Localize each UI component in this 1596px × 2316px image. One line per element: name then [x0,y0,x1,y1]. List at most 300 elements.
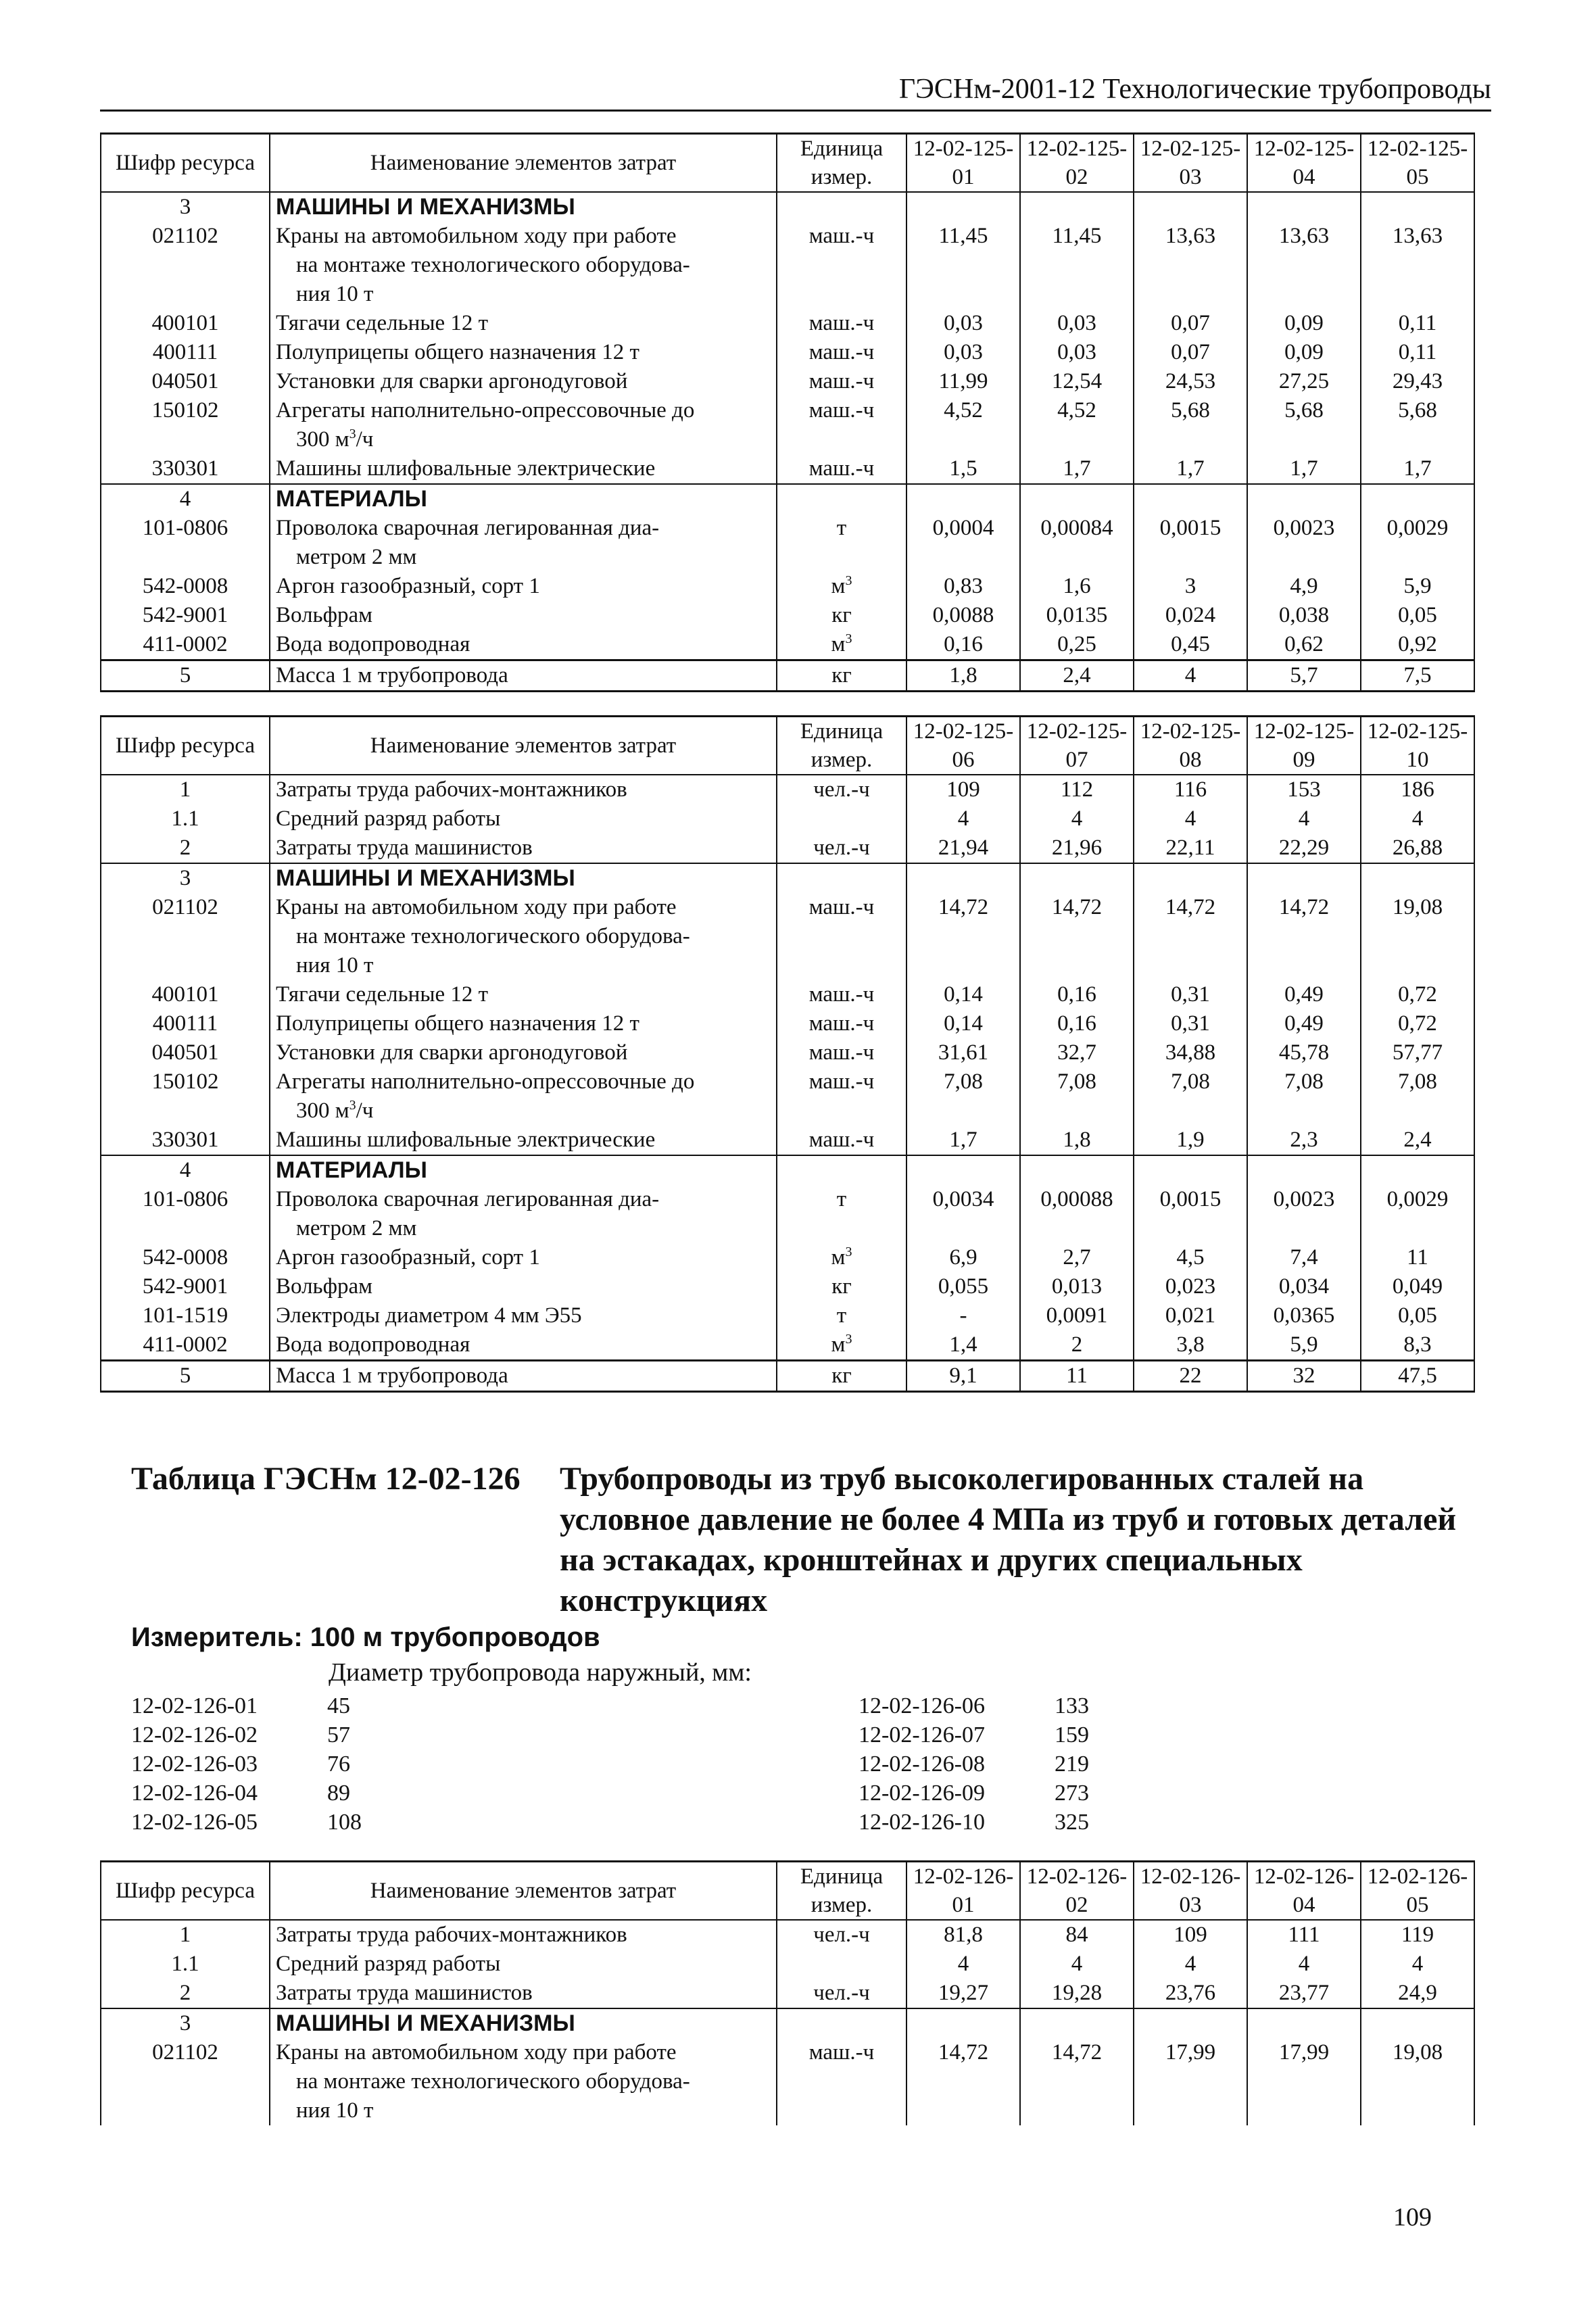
unit: маш.-ч [777,1009,906,1038]
resource-code: 150102 [101,1067,270,1126]
value-cell: 0,92 [1361,630,1474,660]
value-cell: 111 [1247,1920,1361,1950]
table-row [101,222,1474,309]
unit: $м^3$ [777,1243,906,1272]
section-title: МАТЕРИАЛЫ [270,484,777,514]
value-cell: 1,7 [1247,454,1361,484]
resource-code: 400101 [101,309,270,338]
value-cell: 4 [1247,1950,1361,1979]
value-cell: 81,8 [906,1920,1020,1950]
unit: чел.-ч [777,1979,906,2008]
resource-code: 542-0008 [101,572,270,601]
resource-code: 1 [101,775,270,804]
value-cell: 4 [1134,1950,1247,1979]
resource-name: Краны на автомобильном ходу при работе на монтаже технологического оборудова- ния 10 т [270,222,777,309]
value-cell: 22,29 [1247,834,1361,863]
resource-code: 400111 [101,338,270,367]
unit: маш.-ч [777,396,906,454]
resource-code: 101-1519 [101,1301,270,1330]
value-cell: 5,9 [1361,572,1474,601]
unit: кг [777,1361,906,1392]
resource-name: Тягачи седельные 12 т [270,309,777,338]
unit: кг [777,1272,906,1301]
col-unit-header: Единица измер. [777,717,906,775]
resource-code: 411-0002 [101,630,270,660]
table-row [101,1185,1474,1243]
value-cell: 1,8 [906,660,1020,692]
header-row [101,134,1474,193]
value-cell: 0,05 [1361,1301,1474,1330]
value-cell: 0,00084 [1020,514,1134,572]
value-cell: 4,9 [1247,572,1361,601]
col-norm-header: 12-02-125-05 [1361,134,1474,193]
table-row [101,1272,1474,1301]
value-cell: 0,03 [1020,338,1134,367]
unit: т [777,1185,906,1243]
header-row [101,1862,1474,1921]
value-cell: 4 [1361,804,1474,834]
value-cell: 0,0135 [1020,601,1134,630]
resource-name: Машины шлифовальные электрические [270,1126,777,1155]
resource-code: 101-0806 [101,1185,270,1243]
value-cell: 11,45 [906,222,1020,309]
unit: кг [777,660,906,692]
unit: т [777,1301,906,1330]
resource-code: 021102 [101,222,270,309]
running-header: ГЭСНм-2001-12 Технологические трубопроводы [100,73,1491,112]
unit: т [777,514,906,572]
resource-code: 1.1 [101,1950,270,1979]
value-cell: 11 [1361,1243,1474,1272]
value-cell: 1,7 [906,1126,1020,1155]
value-cell: 7,08 [1134,1067,1247,1126]
table-row [101,454,1474,484]
resource-name: Проволока сварочная легированная диа- метром 2 мм [270,514,777,572]
resource-code: 021102 [101,893,270,980]
value-cell: 0,0088 [906,601,1020,630]
list-item: 12-02-126-02 57 [131,1722,350,1747]
section-title: МАШИНЫ И МЕХАНИЗМЫ [270,863,777,893]
unit: маш.-ч [777,367,906,396]
value-cell: 4 [1361,1950,1474,1979]
table-row [101,1126,1474,1155]
col-name-header: Наименование элементов затрат [270,1862,777,1921]
col-norm-header: 12-02-125-03 [1134,134,1247,193]
section-title: МАШИНЫ И МЕХАНИЗМЫ [270,192,777,222]
resource-code: 411-0002 [101,1330,270,1361]
value-cell: 109 [906,775,1020,804]
resource-code: 040501 [101,1038,270,1067]
value-cell: 19,08 [1361,893,1474,980]
value-cell: 1,8 [1020,1126,1134,1155]
value-cell: 22,11 [1134,834,1247,863]
value-cell: 0,024 [1134,601,1247,630]
value-cell: 0,09 [1247,338,1361,367]
value-cell: 0,0015 [1134,514,1247,572]
value-cell: 0,07 [1134,338,1247,367]
value-cell: 0,49 [1247,1009,1361,1038]
value-cell: 4,5 [1134,1243,1247,1272]
table-row [101,1009,1474,1038]
col-norm-header: 12-02-125-04 [1247,134,1361,193]
unit: маш.-ч [777,454,906,484]
unit: $м^3$ [777,630,906,660]
resource-name: Проволока сварочная легированная диа- метром 2 мм [270,1185,777,1243]
value-cell: 32,7 [1020,1038,1134,1067]
col-norm-header: 12-02-126-03 [1134,1862,1247,1921]
unit [777,804,906,834]
resource-name: Затраты труда машинистов [270,834,777,863]
table-row [101,309,1474,338]
resource-code: 1 [101,1920,270,1950]
list-item: 12-02-126-01 45 [131,1693,350,1718]
resource-code: 2 [101,1979,270,2008]
table-row [101,1243,1474,1272]
value-cell: 34,88 [1134,1038,1247,1067]
value-cell: 0,023 [1134,1272,1247,1301]
col-code-header: Шифр ресурса [101,717,270,775]
value-cell: 5,68 [1361,396,1474,454]
value-cell: 0,034 [1247,1272,1361,1301]
value-cell: 14,72 [906,2038,1020,2125]
unit: $м^3$ [777,1330,906,1361]
value-cell: 119 [1361,1920,1474,1950]
value-cell: 0,72 [1361,1009,1474,1038]
value-cell: 4 [1134,660,1247,692]
value-cell: 7,08 [1247,1067,1361,1126]
value-cell: 0,0004 [906,514,1020,572]
value-cell: 29,43 [1361,367,1474,396]
unit: маш.-ч [777,980,906,1009]
col-norm-header: 12-02-126-01 [906,1862,1020,1921]
value-cell: 0,0015 [1134,1185,1247,1243]
value-cell: 0,013 [1020,1272,1134,1301]
value-cell: 3,8 [1134,1330,1247,1361]
value-cell: 2,4 [1020,660,1134,692]
list-item: 12-02-126-09 273 [859,1781,1089,1806]
col-unit-header: Единица измер. [777,134,906,193]
section-title: МАТЕРИАЛЫ [270,1155,777,1185]
table-row [101,338,1474,367]
resource-name: Вода водопроводная [270,1330,777,1361]
list-item: 12-02-126-08 219 [859,1752,1089,1777]
col-name-header: Наименование элементов затрат [270,134,777,193]
table-row [101,1067,1474,1126]
unit: маш.-ч [777,893,906,980]
value-cell: 0,16 [1020,1009,1134,1038]
resource-name: Полуприцепы общего назначения 12 т [270,1009,777,1038]
value-cell: 13,63 [1361,222,1474,309]
value-cell: 0,72 [1361,980,1474,1009]
col-norm-header: 12-02-125-10 [1361,717,1474,775]
value-cell: - [906,1301,1020,1330]
resource-name: Тягачи седельные 12 т [270,980,777,1009]
resource-code: 5 [101,1361,270,1392]
diameter-caption: Диаметр трубопровода наружный, мм: [329,1658,752,1687]
value-cell: 13,63 [1247,222,1361,309]
value-cell: 0,021 [1134,1301,1247,1330]
resource-name: Затраты труда машинистов [270,1979,777,2008]
resource-code: 400101 [101,980,270,1009]
value-cell: 0,16 [1020,980,1134,1009]
value-cell: 21,96 [1020,834,1134,863]
value-cell: 112 [1020,775,1134,804]
section-code: 4 [101,1155,270,1185]
table-row [101,514,1474,572]
unit: маш.-ч [777,1038,906,1067]
value-cell: 0,25 [1020,630,1134,660]
table-row-total [101,660,1474,692]
measure-unit: Измеритель: 100 м трубопроводов [131,1622,600,1652]
unit: маш.-ч [777,1067,906,1126]
resource-name: Электроды диаметром 4 мм Э55 [270,1301,777,1330]
resource-code: 542-9001 [101,1272,270,1301]
page-number: 109 [1393,2203,1432,2231]
value-cell: 4,52 [906,396,1020,454]
value-cell: 3 [1134,572,1247,601]
resource-name: Агрегаты наполнительно-опрессовочные до 300 $м^3/ч$ [270,1067,777,1126]
resource-table-126-01-05 [100,1860,1475,2125]
value-cell: 1,7 [1134,454,1247,484]
unit: маш.-ч [777,222,906,309]
value-cell: 7,08 [1020,1067,1134,1126]
value-cell: 57,77 [1361,1038,1474,1067]
value-cell: 5,7 [1247,660,1361,692]
table-row [101,601,1474,630]
value-cell: 0,45 [1134,630,1247,660]
value-cell: 0,0023 [1247,514,1361,572]
resource-code: 2 [101,834,270,863]
resource-name: Вольфрам [270,601,777,630]
value-cell: 5,68 [1134,396,1247,454]
value-cell: 0,0023 [1247,1185,1361,1243]
value-cell: 11,45 [1020,222,1134,309]
header-row [101,717,1474,775]
table-row-total [101,1361,1474,1392]
value-cell: 2,4 [1361,1126,1474,1155]
value-cell: 1,5 [906,454,1020,484]
value-cell: 11,99 [906,367,1020,396]
value-cell: 0,05 [1361,601,1474,630]
resource-name: Масса 1 м трубопровода [270,660,777,692]
col-norm-header: 12-02-125-09 [1247,717,1361,775]
col-norm-header: 12-02-125-07 [1020,717,1134,775]
resource-code: 021102 [101,2038,270,2125]
table-row [101,572,1474,601]
value-cell: 47,5 [1361,1361,1474,1392]
section-code: 3 [101,863,270,893]
value-cell: 14,72 [1020,2038,1134,2125]
value-cell: 26,88 [1361,834,1474,863]
resource-code: 5 [101,660,270,692]
value-cell: 11 [1020,1361,1134,1392]
value-cell: 1,6 [1020,572,1134,601]
resource-code: 330301 [101,454,270,484]
resource-name: Аргон газообразный, сорт 1 [270,572,777,601]
value-cell: 0,31 [1134,980,1247,1009]
value-cell: 0,62 [1247,630,1361,660]
table-row [101,1038,1474,1067]
col-code-header: Шифр ресурса [101,134,270,193]
value-cell: 31,61 [906,1038,1020,1067]
col-norm-header: 12-02-126-02 [1020,1862,1134,1921]
table-row [101,396,1474,454]
col-norm-header: 12-02-125-01 [906,134,1020,193]
value-cell: 0,055 [906,1272,1020,1301]
value-cell: 1,7 [1361,454,1474,484]
value-cell: 0,31 [1134,1009,1247,1038]
section-row-materials [101,1155,1474,1185]
value-cell: 2,7 [1020,1243,1134,1272]
table-row [101,1920,1474,1950]
resource-code: 542-9001 [101,601,270,630]
value-cell: 0,14 [906,980,1020,1009]
value-cell: 24,53 [1134,367,1247,396]
resource-table-125-06-10 [100,715,1475,1393]
value-cell: 9,1 [906,1361,1020,1392]
table-row [101,980,1474,1009]
section-row-machines [101,2008,1474,2038]
value-cell: 19,28 [1020,1979,1134,2008]
unit [777,1950,906,1979]
value-cell: 45,78 [1247,1038,1361,1067]
table-row [101,804,1474,834]
list-item: 12-02-126-06 133 [859,1693,1089,1718]
unit: маш.-ч [777,2038,906,2125]
value-cell: 14,72 [906,893,1020,980]
value-cell: 186 [1361,775,1474,804]
resource-name: Затраты труда рабочих-монтажников [270,1920,777,1950]
resource-name: Средний разряд работы [270,804,777,834]
value-cell: 19,08 [1361,2038,1474,2125]
value-cell: 8,3 [1361,1330,1474,1361]
value-cell: 17,99 [1134,2038,1247,2125]
value-cell: 0,09 [1247,309,1361,338]
table-heading-label: Таблица ГЭСНм 12-02-126 [131,1461,521,1497]
value-cell: 2 [1020,1330,1134,1361]
unit: кг [777,601,906,630]
resource-name: Машины шлифовальные электрические [270,454,777,484]
table-row [101,893,1474,980]
list-item: 12-02-126-07 159 [859,1722,1089,1747]
resource-code: 330301 [101,1126,270,1155]
resource-name: Аргон газообразный, сорт 1 [270,1243,777,1272]
value-cell: 0,11 [1361,309,1474,338]
resource-code: 400111 [101,1009,270,1038]
table-heading-title: Трубопроводы из труб высоколегированных сталей на условное давление не более 4 МПа из труб и готовых деталей на эстакадах, кронштейнах и других специальных конструкциях [560,1461,1457,1618]
value-cell: 4 [1247,804,1361,834]
resource-code: 150102 [101,396,270,454]
section-title: МАШИНЫ И МЕХАНИЗМЫ [270,2008,777,2038]
value-cell: 0,0365 [1247,1301,1361,1330]
table-row [101,1950,1474,1979]
value-cell: 14,72 [1134,893,1247,980]
col-norm-header: 12-02-125-06 [906,717,1020,775]
value-cell: 0,0034 [906,1185,1020,1243]
unit: чел.-ч [777,775,906,804]
value-cell: 4 [906,1950,1020,1979]
table-row [101,2038,1474,2125]
resource-name: Агрегаты наполнительно-опрессовочные до 300 $м^3/ч$ [270,396,777,454]
resource-code: 040501 [101,367,270,396]
value-cell: 0,038 [1247,601,1361,630]
value-cell: 21,94 [906,834,1020,863]
value-cell: 19,27 [906,1979,1020,2008]
col-norm-header: 12-02-125-08 [1134,717,1247,775]
value-cell: 0,0029 [1361,514,1474,572]
section-row-materials [101,484,1474,514]
value-cell: 0,0029 [1361,1185,1474,1243]
col-norm-header: 12-02-126-04 [1247,1862,1361,1921]
unit: маш.-ч [777,338,906,367]
resource-name: Затраты труда рабочих-монтажников [270,775,777,804]
section-code: 3 [101,2008,270,2038]
resource-name: Средний разряд работы [270,1950,777,1979]
value-cell: 12,54 [1020,367,1134,396]
unit: маш.-ч [777,309,906,338]
diameter-list-right [859,1691,1136,1837]
list-item: 12-02-126-10 325 [859,1810,1089,1835]
value-cell: 1,9 [1134,1126,1247,1155]
value-cell: 0,0091 [1020,1301,1134,1330]
resource-name: Краны на автомобильном ходу при работе на монтаже технологического оборудова- ния 10 т [270,893,777,980]
resource-name: Краны на автомобильном ходу при работе на монтаже технологического оборудова- ния 10 т [270,2038,777,2125]
value-cell: 14,72 [1020,893,1134,980]
value-cell: 24,9 [1361,1979,1474,2008]
value-cell: 4 [906,804,1020,834]
resource-name: Установки для сварки аргонодуговой [270,367,777,396]
value-cell: 4,52 [1020,396,1134,454]
list-item: 12-02-126-03 76 [131,1752,350,1777]
value-cell: 2,3 [1247,1126,1361,1155]
value-cell: 153 [1247,775,1361,804]
value-cell: 0,14 [906,1009,1020,1038]
resource-code: 1.1 [101,804,270,834]
col-norm-header: 12-02-125-02 [1020,134,1134,193]
unit: $м^3$ [777,572,906,601]
value-cell: 0,83 [906,572,1020,601]
resource-code: 542-0008 [101,1243,270,1272]
value-cell: 84 [1020,1920,1134,1950]
diameter-list-left [131,1691,408,1837]
value-cell: 7,5 [1361,660,1474,692]
value-cell: 22 [1134,1361,1247,1392]
value-cell: 0,03 [906,338,1020,367]
value-cell: 4 [1020,1950,1134,1979]
value-cell: 7,08 [1361,1067,1474,1126]
unit: маш.-ч [777,1126,906,1155]
resource-name: Вольфрам [270,1272,777,1301]
value-cell: 27,25 [1247,367,1361,396]
section-row-machines [101,192,1474,222]
resource-name: Полуприцепы общего назначения 12 т [270,338,777,367]
value-cell: 0,03 [1020,309,1134,338]
table-row [101,630,1474,660]
value-cell: 1,4 [906,1330,1020,1361]
section-row-machines [101,863,1474,893]
value-cell: 4 [1134,804,1247,834]
value-cell: 0,11 [1361,338,1474,367]
section-code: 3 [101,192,270,222]
unit: чел.-ч [777,834,906,863]
section-code: 4 [101,484,270,514]
value-cell: 109 [1134,1920,1247,1950]
resource-name: Установки для сварки аргонодуговой [270,1038,777,1067]
resource-code: 101-0806 [101,514,270,572]
value-cell: 13,63 [1134,222,1247,309]
value-cell: 6,9 [906,1243,1020,1272]
value-cell: 0,16 [906,630,1020,660]
